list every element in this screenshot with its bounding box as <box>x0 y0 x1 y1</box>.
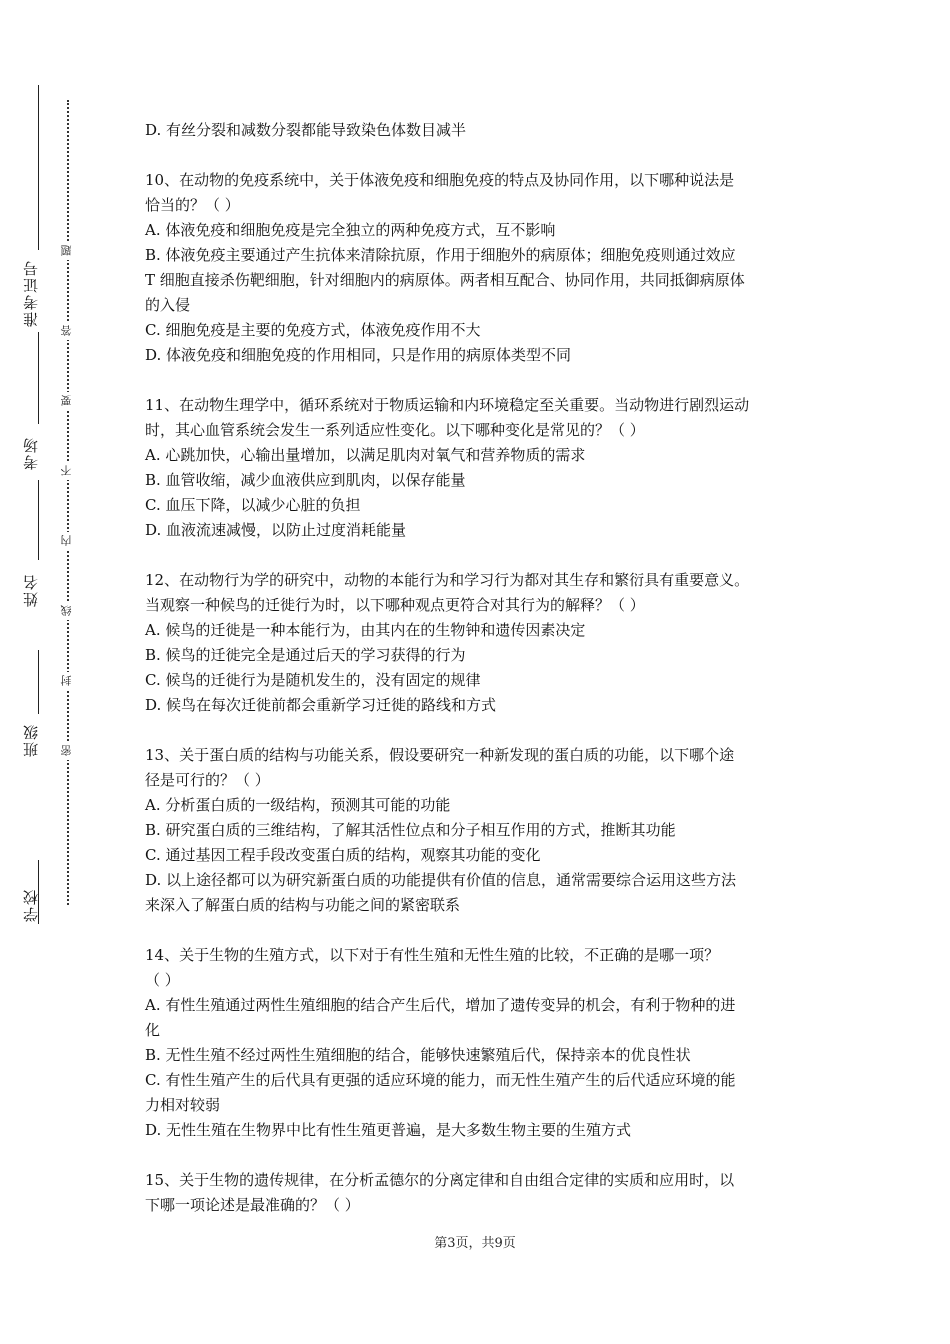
margin-line-name <box>38 480 39 560</box>
option-a: A. 心跳加快，心输出量增加，以满足肌肉对氧气和营养物质的需求 <box>145 446 586 464</box>
option-a: A. 分析蛋白质的一级结构，预测其可能的功能 <box>145 796 451 814</box>
seal-char: 内 <box>58 532 78 550</box>
question-stem: 恰当的？（ ） <box>145 196 240 214</box>
seal-dotted-line <box>67 100 69 905</box>
page-number: 第3页，共9页 <box>434 1236 516 1251</box>
option-b: B. 无性生殖不经过两性生殖细胞的结合，能够快速繁殖后代，保持亲本的优良性状 <box>145 1046 691 1064</box>
option-d: D. 血液流速减慢，以防止过度消耗能量 <box>145 521 407 539</box>
option-c: C. 血压下降，以减少心脏的负担 <box>145 496 361 514</box>
option-c: C. 候鸟的迁徙行为是随机发生的，没有固定的规律 <box>145 671 481 689</box>
question-stem: 径是可行的？（ ） <box>145 771 270 789</box>
option-d: D. 无性生殖在生物界中比有性生殖更普遍，是大多数生物主要的生殖方式 <box>145 1121 632 1139</box>
margin-field-exam-id: 准考证号 <box>22 259 40 327</box>
question-15 <box>145 1168 810 1218</box>
option-b: T 细胞直接杀伤靶细胞，针对细胞内的病原体。两者相互配合、协同作用，共同抵御病原体 <box>145 271 745 289</box>
option-b: B. 血管收缩，减少血液供应到肌肉，以保存能量 <box>145 471 466 489</box>
question-stem: 下哪一项论述是最准确的？（ ） <box>145 1196 360 1214</box>
question-stem: 12、在动物行为学的研究中，动物的本能行为和学习行为都对其生存和繁衍具有重要意义。 <box>145 571 750 589</box>
question-stem: 14、关于生物的生殖方式，以下对于有性生殖和无性生殖的比较，不正确的是哪一项？ <box>145 946 720 964</box>
question-12 <box>145 568 810 718</box>
question-stem: 11、在动物生理学中，循环系统对于物质运输和内环境稳定至关重要。当动物进行剧烈运动 <box>145 396 750 414</box>
option-b: B. 研究蛋白质的三维结构，了解其活性位点和分子相互作用的方式，推断其功能 <box>145 821 676 839</box>
question-stem: 15、关于生物的遗传规律，在分析孟德尔的分离定律和自由组合定律的实质和应用时，以 <box>145 1171 735 1189</box>
margin-field-class: 班级 <box>22 723 40 757</box>
margin-field-room: 考场 <box>22 436 40 470</box>
question-stem: 当观察一种候鸟的迁徙行为时，以下哪种观点更符合对其行为的解释？（ ） <box>145 596 645 614</box>
seal-char: 题 <box>58 242 78 260</box>
option-d: D. 体液免疫和细胞免疫的作用相同，只是作用的病原体类型不同 <box>145 346 572 364</box>
seal-char: 不 <box>58 462 78 480</box>
option-a: 化 <box>145 1021 161 1039</box>
question-stem: 时，其心血管系统会发生一系列适应性变化。以下哪种变化是常见的？（ ） <box>145 421 645 439</box>
question-stem: （ ） <box>145 971 180 989</box>
option-a: A. 体液免疫和细胞免疫是完全独立的两种免疫方式，互不影响 <box>145 221 556 239</box>
margin-line-class <box>38 650 39 714</box>
margin-field-school: 学校 <box>22 888 40 922</box>
seal-char: 线 <box>58 602 78 620</box>
option-b: 的入侵 <box>145 296 191 314</box>
margin-line-exam-id <box>38 85 39 250</box>
option-d: D. 以上途径都可以为研究新蛋白质的功能提供有价值的信息，通常需要综合运用这些方法 <box>145 871 737 889</box>
question-content <box>145 118 810 1218</box>
question-stem: 10、在动物的免疫系统中，关于体液免疫和细胞免疫的特点及协同作用，以下哪种说法是 <box>145 171 735 189</box>
option-c: C. 有性生殖产生的后代具有更强的适应环境的能力，而无性生殖产生的后代适应环境的能 <box>145 1071 736 1089</box>
question-13 <box>145 743 810 918</box>
previous-question-option-d: D. 有丝分裂和减数分裂都能导致染色体数目减半 <box>145 121 467 139</box>
option-a: A. 有性生殖通过两性生殖细胞的结合产生后代，增加了遗传变异的机会，有利于物种的进 <box>145 996 736 1014</box>
option-c: C. 通过基因工程手段改变蛋白质的结构，观察其功能的变化 <box>145 846 541 864</box>
option-b: B. 体液免疫主要通过产生抗体来清除抗原，作用于细胞外的病原体；细胞免疫则通过效应 <box>145 246 736 264</box>
seal-char: 密 <box>58 742 78 760</box>
option-c: C. 细胞免疫是主要的免疫方式，体液免疫作用不大 <box>145 321 481 339</box>
option-d: D. 候鸟在每次迁徙前都会重新学习迁徙的路线和方式 <box>145 696 497 714</box>
option-b: B. 候鸟的迁徙完全是通过后天的学习获得的行为 <box>145 646 466 664</box>
question-11 <box>145 393 810 543</box>
margin-field-name: 姓名 <box>22 573 40 607</box>
option-a: A. 候鸟的迁徙是一种本能行为，由其内在的生物钟和遗传因素决定 <box>145 621 586 639</box>
seal-char: 要 <box>58 392 78 410</box>
question-14 <box>145 943 810 1143</box>
seal-char: 答 <box>58 322 78 340</box>
option-c: 力相对较弱 <box>145 1096 221 1114</box>
question-stem: 13、关于蛋白质的结构与功能关系，假设要研究一种新发现的蛋白质的功能，以下哪个途 <box>145 746 735 764</box>
seal-char: 封 <box>58 672 78 690</box>
question-10 <box>145 168 810 368</box>
margin-line-room <box>38 332 39 424</box>
option-d: 来深入了解蛋白质的结构与功能之间的紧密联系 <box>145 896 461 914</box>
